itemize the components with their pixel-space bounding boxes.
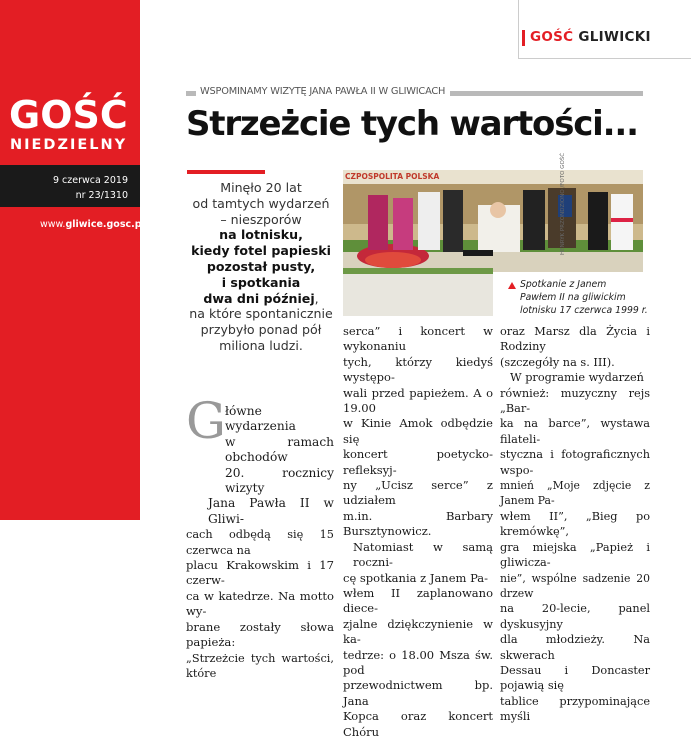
body-line: na 20-lecie, panel dyskusyjny bbox=[500, 602, 650, 631]
kicker-text: WSPOMINAMY WIZYTĘ JANA PAWŁA II W GLIWICACH bbox=[200, 86, 446, 97]
body-line: cę spotkania z Janem Pa- bbox=[343, 570, 489, 585]
lead-line: na które spontanicznie bbox=[189, 306, 333, 322]
body-line: Dessau i Doncaster pojawią się bbox=[500, 663, 650, 693]
body-line: tedrze: o 18.00 Msza św. pod bbox=[343, 647, 493, 677]
body-line: ny „Ucisz serce” z udziałem bbox=[343, 478, 493, 508]
lead-line-mixed bbox=[186, 291, 336, 307]
website-link[interactable] bbox=[40, 219, 145, 230]
edition-red-stripe bbox=[522, 30, 525, 46]
photo-caption bbox=[520, 278, 650, 317]
body-line: brane zostały słowa papieża: bbox=[186, 619, 334, 650]
kicker-bar-left bbox=[186, 91, 196, 96]
drop-cap: G bbox=[186, 392, 226, 450]
lead-line: Minęło 20 lat bbox=[220, 180, 302, 195]
body-line: „Strzeżcie tych wartości, które bbox=[186, 651, 334, 680]
body-line: tych, którzy kiedyś występo- bbox=[343, 354, 493, 385]
article-photo bbox=[343, 170, 643, 272]
lead-line-bold: na lotnisku, bbox=[219, 227, 303, 243]
body-line: cach odbędą się 15 czerwca na bbox=[186, 528, 334, 557]
body-line: włem II”, „Bieg po kremówkę”, bbox=[500, 509, 650, 539]
brand-logo-top: GOŚĆ bbox=[9, 93, 128, 137]
website-domain: gliwice.gosc.pl bbox=[65, 219, 145, 230]
lead-accent-bar bbox=[187, 170, 265, 174]
issue-number: nr 23/1310 bbox=[75, 190, 128, 201]
caption-line: lotnisku 17 czerwca 1999 r. bbox=[520, 305, 648, 316]
issue-date: 9 czerwca 2019 bbox=[52, 175, 128, 186]
body-line: mnień „Moje zdjęcie z Janem Pa- bbox=[500, 479, 650, 508]
body-line: styczna i fotograficznych wspo- bbox=[500, 448, 650, 477]
edition-title bbox=[530, 29, 651, 45]
lead-line-bold: pozostał pusty, bbox=[206, 258, 316, 274]
photo-credit: HENRYK PRZONDZIONO /FOTO GOŚĆ bbox=[560, 152, 566, 255]
body-line: wali przed papieżem. A o 19.00 bbox=[343, 385, 493, 416]
body-column-1 bbox=[186, 404, 334, 681]
body-line: (szczegóły na s. III). bbox=[500, 355, 615, 369]
brand-logo-bottom: NIEDZIELNY bbox=[10, 137, 128, 153]
edition-word-black: GLIWICKI bbox=[578, 29, 651, 45]
website-prefix: www. bbox=[40, 219, 66, 230]
masthead-sidebar bbox=[0, 0, 140, 520]
body-line: nie”, wspólne sadzenie 20 drzew bbox=[500, 571, 650, 600]
body-line: 20. rocznicy wizyty bbox=[225, 465, 334, 496]
body-line: koncert poetycko-refleksyj- bbox=[343, 447, 493, 477]
caption-triangle-icon bbox=[508, 282, 516, 289]
body-line: Jana Pawła II w Gliwi- bbox=[208, 496, 334, 526]
body-line: placu Krakowskim i 17 czerw- bbox=[186, 558, 334, 588]
lead-line: od tamtych wydarzeń bbox=[192, 195, 330, 211]
lead-line-bold: kiedy fotel papieski bbox=[191, 243, 331, 259]
photo-banner-text: CZPOSPOLITA POLSKA bbox=[345, 172, 440, 181]
body-line: dla młodzieży. Na skwerach bbox=[500, 633, 650, 662]
caption-line: Pawłem II na gliwickim bbox=[520, 292, 626, 303]
body-line: ka na barce”, wystawa filateli- bbox=[500, 417, 650, 446]
body-line: w Kinie Amok odbędzie się bbox=[343, 416, 493, 446]
photo-grass-strip bbox=[343, 268, 493, 274]
body-line: w ramach obchodów bbox=[225, 434, 334, 465]
body-line: oraz Marsz dla Życia i Rodziny bbox=[500, 325, 650, 354]
lead-line: przybyło ponad pół bbox=[200, 322, 322, 338]
body-line: W programie wydarzeń bbox=[510, 371, 644, 385]
lead-line-bold: i spotkania bbox=[221, 274, 301, 290]
body-line: przewodnictwem bp. Jana bbox=[343, 678, 493, 708]
photo-illustration bbox=[343, 170, 643, 272]
body-column-3 bbox=[500, 324, 650, 725]
photo-lower-area bbox=[343, 272, 493, 316]
body-line: m.in. Barbary Bursztynowicz. bbox=[343, 508, 493, 539]
lead-bold-segment: dwa dni później bbox=[203, 290, 315, 306]
body-line: tablice przypominające myśli bbox=[500, 694, 650, 724]
body-line: łówne wydarzenia bbox=[225, 404, 296, 434]
body-line: zjalne dziękczynienie w ka- bbox=[343, 616, 493, 647]
headline: Strzeżcie tych wartości... bbox=[186, 104, 638, 144]
body-line: włem II zaplanowano diece- bbox=[343, 585, 493, 616]
lead-comma: , bbox=[314, 290, 319, 306]
lead-paragraph bbox=[186, 180, 336, 354]
body-line: ca w katedrze. Na motto wy- bbox=[186, 588, 334, 619]
lead-line: – nieszporów bbox=[220, 211, 302, 227]
edition-word-red: GOŚĆ bbox=[530, 29, 574, 45]
body-line: również: muzyczny rejs „Bar- bbox=[500, 386, 650, 416]
kicker-bar-right bbox=[450, 91, 643, 96]
lead-line: miliona ludzi. bbox=[219, 337, 303, 353]
body-line: Natomiast w samą roczni- bbox=[353, 539, 493, 570]
caption-line: Spotkanie z Janem bbox=[520, 279, 607, 290]
body-column-2 bbox=[343, 324, 493, 740]
body-line: Kopca oraz koncert Chóru bbox=[343, 709, 493, 739]
body-line: serca” i koncert w wykonaniu bbox=[343, 324, 493, 354]
body-line: gra miejska „Papież i gliwicza- bbox=[500, 540, 650, 570]
